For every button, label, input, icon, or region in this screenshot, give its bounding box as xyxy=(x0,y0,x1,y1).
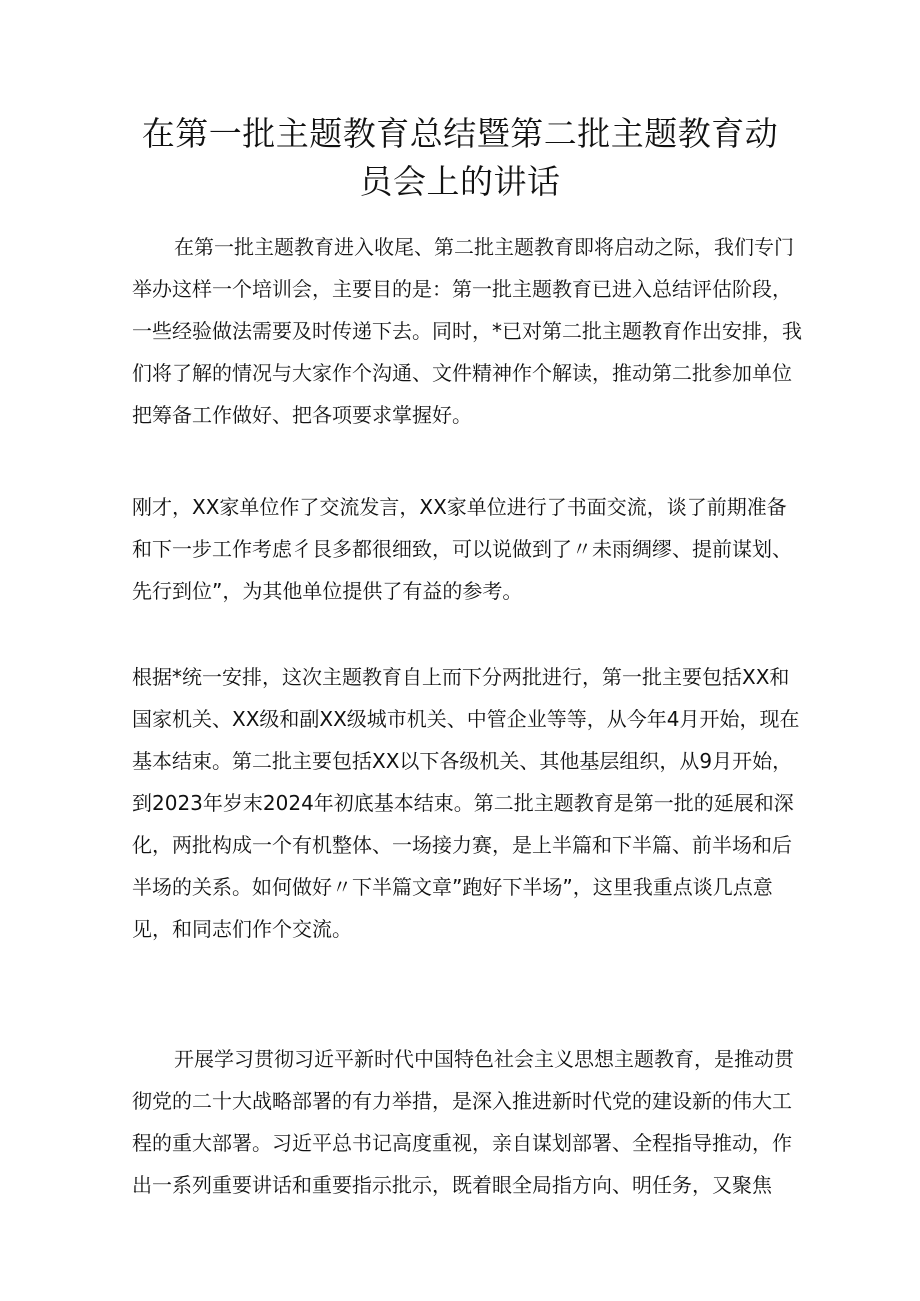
document-title-line-1: 在第一批主题教育总结暨第二批主题教育动 xyxy=(141,114,779,153)
paragraph-3: 根据*统一安排，这次主题教育自上而下分两批进行，第一批主要包括XX和国家机关、XX级和副XX级城市机关、中管企业等等，从今年4月开始，现在基本结束。第二批主要包括XX以下各级机关、其他基层组织，从9月开始，到2023年岁末2024年初底基本结束。第二批主题教育是第一批的延展和深化，两批构成一个有机整体、一场接力赛，是上半篇和下半篇、前半场和后半场的关系。如何做好〃下半篇文章”跑好下半场”，这里我重点谈几点意见，和同志们作个交流。 xyxy=(132,665,800,941)
paragraph-1: 在第一批主题教育进入收尾、第二批主题教育即将启动之际，我们专门举办这样一个培训会，主要目的是：第一批主题教育已进入总结评估阶段，一些经验做法需要及时传递下去。同时，*已对第二批主题教育作出安排，我们将了解的情况与大家作个沟通、文件精神作个解读，推动第二批参加单位把筹备工作做好、把各项要求掌握好。 xyxy=(132,235,802,427)
document-title-line-2: 员会上的讲话 xyxy=(359,162,561,201)
paragraph-2: 刚才，XX家单位作了交流发言，XX家单位进行了书面交流，谈了前期准备和下一步工作考虑彳艮多都很细致，可以说做到了〃未雨绸缪、提前谋划、先行到位”，为其他单位提供了有益的参考。 xyxy=(132,495,792,603)
paragraph-4: 开展学习贯彻习近平新时代中国特色社会主义思想主题教育，是推动贯彻党的二十大战略部署的有力举措，是深入推进新时代党的建设新的伟大工程的重大部署。习近平总书记高度重视，亲自谋划部署、全程指导推动，作出一系列重要讲话和重要指示批示，既着眼全局指方向、明任务，又聚焦 xyxy=(132,1047,794,1197)
